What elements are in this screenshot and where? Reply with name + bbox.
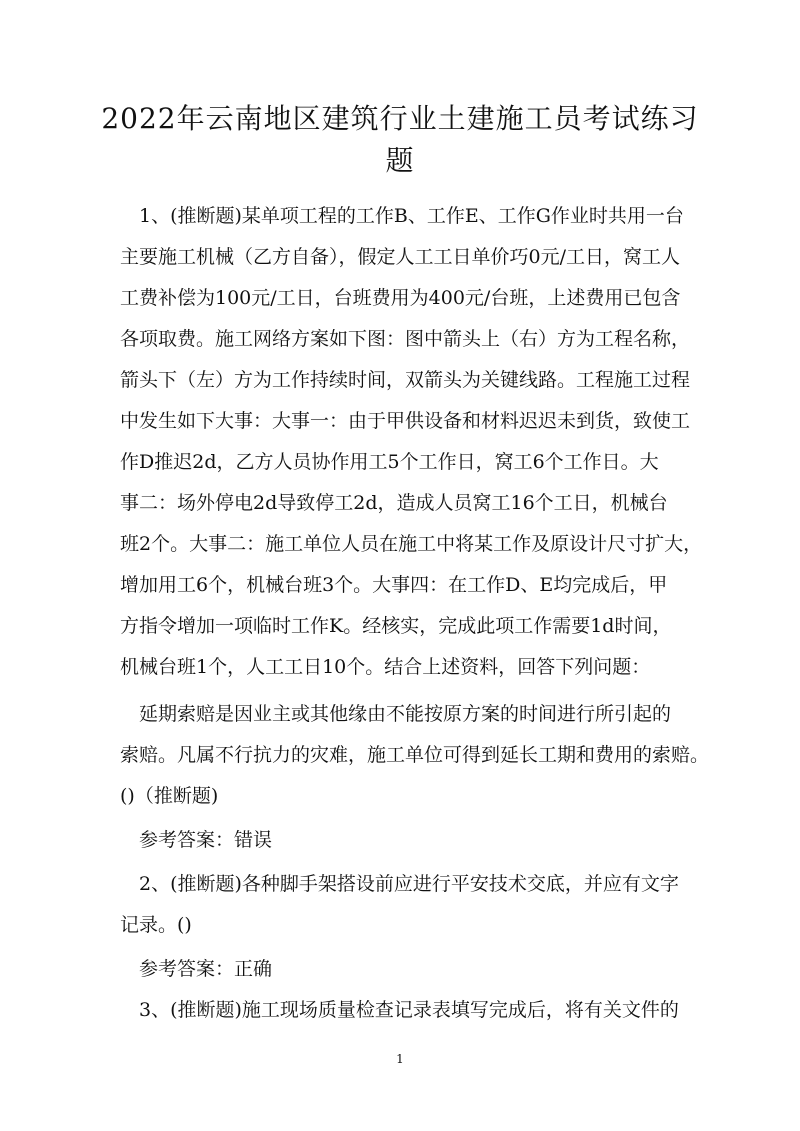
page-number: 1 [396,1052,404,1066]
document-title-line-2: 题 [385,144,415,177]
body-line: 增加用工6个，机械台班3个。大事四：在工作D、E均完成后，甲 [120,574,668,596]
body-line: 方指令增加一项临时工作K。经核实，完成此项工作需要1d时间， [120,615,672,637]
body-line: 工费补偿为100元/工日，台班费用为400元/台班，上述费用已包含 [120,287,681,309]
body-line: 班2个。大事二：施工单位人员在施工中将某工作及原设计尺寸扩大， [120,533,703,555]
body-line: 3、(推断题)施工现场质量检查记录表填写完成后，将有关文件的 [120,999,679,1021]
body-line: 索赔。凡属不行抗力的灾难，施工单位可得到延长工期和费用的索赔。 [120,744,710,766]
body-line: 机械台班1个，人工工日10个。结合上述资料，回答下列问题： [120,656,651,678]
body-line: 中发生如下大事：大事一：由于甲供设备和材料迟迟未到货，致使工 [120,410,691,432]
body-line: 记录。() [120,914,192,936]
answer-line: 参考答案：正确 [120,958,273,980]
body-line: 主要施工机械（乙方自备），假定人工工日单价巧0元/工日，窝工人 [120,246,680,268]
body-line: ()（推断题) [120,785,219,807]
body-line: 箭头下（左）方为工作持续时间，双箭头为关键线路。工程施工过程 [120,369,691,391]
document-title-line-1: 2022年云南地区建筑行业土建施工员考试练习 [101,102,699,135]
body-line: 作D推迟2d，乙方人员协作用工5个工作日，窝工6个工作日。大 [120,451,659,473]
body-line: 1、(推断题)某单项工程的工作B、工作E、工作G作业时共用一台 [120,205,684,227]
body-line: 延期索赔是因业主或其他缘由不能按原方案的时间进行所引起的 [120,703,672,725]
body-line: 2、(推断题)各种脚手架搭设前应进行平安技术交底，并应有文字 [120,873,679,895]
answer-line: 参考答案：错误 [120,829,273,851]
body-line: 各项取费。施工网络方案如下图：图中箭头上（右）方为工程名称， [120,328,691,350]
body-line: 事二：场外停电2d导致停工2d，造成人员窝工16个工日，机械台 [120,492,668,514]
